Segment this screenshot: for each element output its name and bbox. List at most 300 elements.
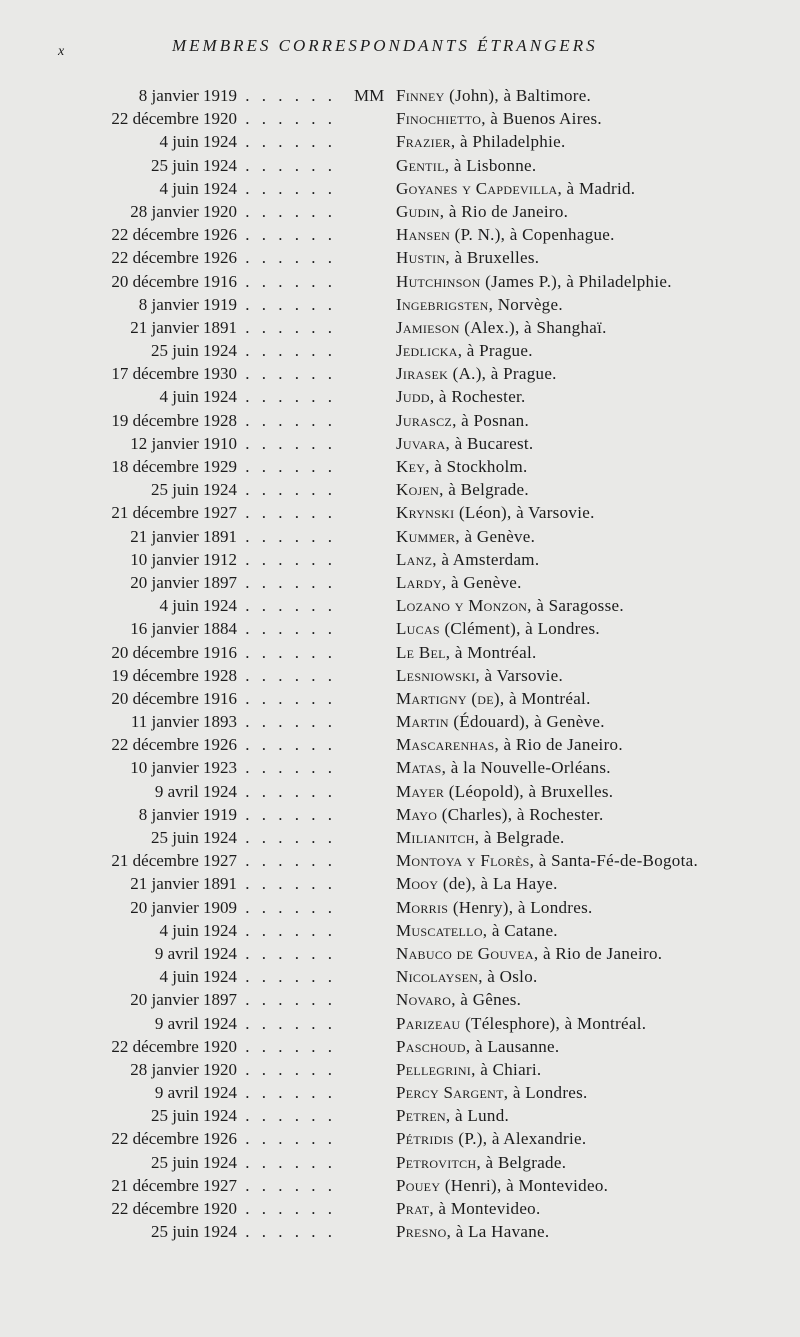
list-item [0, 710, 800, 733]
admission-date [58, 84, 348, 107]
list-item [0, 849, 800, 872]
list-item [0, 733, 800, 756]
admission-date-text: 22 décembre 1926 [111, 225, 237, 245]
list-item [0, 339, 800, 362]
dot-leader: . . . . . . [237, 1013, 336, 1033]
dot-leader: . . . . . . [237, 271, 336, 291]
admission-date [58, 803, 348, 826]
member-entry [396, 1104, 509, 1127]
member-surname: Kummer [396, 526, 456, 546]
member-entry [396, 849, 698, 872]
member-details: , à Belgrade. [476, 1152, 567, 1172]
admission-date [58, 223, 348, 246]
member-entry [396, 803, 604, 826]
member-entry [396, 1058, 541, 1081]
member-surname: Goyanes y Capdevilla [396, 178, 558, 198]
member-details: (Alex.), à Shanghaï. [459, 317, 607, 337]
admission-date [58, 1174, 348, 1197]
member-details: (James P.), à Philadelphie. [480, 271, 672, 291]
list-item [0, 872, 800, 895]
member-entry [396, 84, 591, 107]
admission-date-text: 19 décembre 1928 [111, 665, 237, 685]
admission-date-text: 8 janvier 1919 [138, 86, 237, 105]
list-item [0, 780, 800, 803]
member-surname: Martin [396, 712, 449, 732]
member-surname: Lozano y Monzon [396, 596, 528, 616]
admission-date [58, 270, 348, 293]
dot-leader: . . . . . . [237, 619, 336, 639]
member-surname: Petrovitch [396, 1152, 477, 1172]
list-item [0, 896, 800, 919]
admission-date [58, 1127, 348, 1150]
admission-date [58, 594, 348, 617]
list-item [0, 200, 800, 223]
admission-date [58, 1104, 348, 1127]
admission-date-text: 4 juin 1924 [159, 387, 237, 407]
member-details: , à Montevideo. [429, 1199, 541, 1218]
list-item [0, 177, 800, 200]
dot-leader: . . . . . . [237, 1152, 336, 1172]
list-item [0, 501, 800, 524]
member-surname: Kojen [396, 480, 440, 500]
member-surname: Jirasek [396, 364, 449, 384]
member-surname: Key [396, 457, 426, 476]
list-item [0, 293, 800, 316]
admission-date-text: 19 décembre 1928 [111, 410, 237, 430]
member-entry [396, 942, 662, 965]
running-head: MEMBRES CORRESPONDANTS ÉTRANGERS [172, 36, 598, 55]
admission-date-text: 28 janvier 1920 [130, 201, 237, 221]
admission-date-text: 21 décembre 1927 [111, 1175, 237, 1195]
member-entry [396, 872, 558, 895]
list-item [0, 988, 800, 1011]
member-details: , à Gênes. [451, 990, 522, 1010]
dot-leader: . . . . . . [237, 712, 336, 732]
admission-date-text: 10 janvier 1923 [130, 758, 237, 778]
member-entry [396, 316, 607, 339]
admission-date-text: 21 décembre 1927 [111, 851, 237, 871]
member-details: , à Santa-Fé-de-Bogota. [529, 851, 699, 871]
dot-leader: . . . . . . [237, 642, 336, 662]
list-item [0, 455, 800, 478]
member-entry [396, 107, 602, 130]
admission-date-text: 20 décembre 1916 [111, 271, 237, 291]
list-item [0, 919, 800, 942]
dot-leader: . . . . . . [237, 1222, 336, 1242]
admission-date [58, 942, 348, 965]
admission-date-text: 25 juin 1924 [151, 1152, 237, 1172]
dot-leader: . . . . . . [237, 503, 336, 523]
admission-date [58, 409, 348, 432]
member-details: , à Belgrade. [474, 828, 565, 847]
list-item [0, 664, 800, 687]
dot-leader: . . . . . . [237, 572, 336, 592]
admission-date [58, 733, 348, 756]
member-entry [396, 617, 600, 640]
list-item [0, 107, 800, 130]
admission-date-text: 25 juin 1924 [151, 1222, 237, 1242]
member-entry [396, 1012, 646, 1035]
admission-date [58, 154, 348, 177]
list-item [0, 1220, 800, 1243]
member-details: , à Lausanne. [465, 1036, 560, 1056]
admission-date [58, 339, 348, 362]
dot-leader: . . . . . . [237, 364, 336, 384]
list-item [0, 154, 800, 177]
dot-leader: . . . . . . [237, 735, 336, 755]
dot-leader: . . . . . . [237, 410, 336, 430]
admission-date [58, 617, 348, 640]
list-item [0, 965, 800, 988]
member-entry [396, 896, 593, 919]
member-details: (Henri), à Montevideo. [440, 1175, 609, 1195]
admission-date-text: 18 décembre 1929 [111, 457, 237, 476]
dot-leader: . . . . . . [237, 178, 336, 198]
admission-date [58, 965, 348, 988]
admission-date [58, 501, 348, 524]
dot-leader: . . . . . . [237, 155, 336, 175]
dot-leader: . . . . . . [237, 317, 336, 337]
admission-date [58, 988, 348, 1011]
dot-leader: . . . . . . [237, 1129, 336, 1149]
admission-date-text: 22 décembre 1920 [111, 109, 237, 129]
admission-date [58, 664, 348, 687]
member-entry [396, 710, 605, 733]
admission-date-text: 20 janvier 1897 [130, 990, 237, 1010]
list-item [0, 84, 800, 107]
member-details: , à Genève. [441, 572, 522, 592]
admission-date [58, 710, 348, 733]
list-item [0, 270, 800, 293]
member-details: , à Catane. [482, 920, 558, 940]
member-surname: Petren [396, 1106, 446, 1126]
member-entry [396, 1081, 588, 1104]
admission-date [58, 641, 348, 664]
member-entry [396, 780, 613, 803]
member-details: , à Bucarest. [445, 433, 534, 453]
member-surname: Hustin [396, 248, 446, 268]
member-details: , à Montréal. [445, 642, 537, 662]
member-details: , à Madrid. [557, 178, 636, 198]
member-details: , à Lund. [445, 1106, 510, 1126]
dot-leader: . . . . . . [237, 665, 336, 685]
member-entry [396, 733, 623, 756]
member-entry [396, 988, 521, 1011]
member-surname: Presno [396, 1222, 447, 1242]
member-entry [396, 1035, 559, 1058]
admission-date-text: 9 avril 1924 [154, 1013, 237, 1033]
member-entry [396, 432, 533, 455]
dot-leader: . . . . . . [237, 433, 336, 453]
member-surname: Jurascz [396, 410, 453, 430]
list-item [0, 1151, 800, 1174]
admission-date [58, 849, 348, 872]
list-item [0, 1035, 800, 1058]
member-surname: Pétridis [396, 1129, 454, 1149]
admission-date-text: 22 décembre 1926 [111, 248, 237, 268]
dot-leader: . . . . . . [237, 1199, 336, 1218]
member-surname: Pouey [396, 1175, 441, 1195]
member-entry [396, 1220, 549, 1243]
member-details: , à Posnan. [452, 410, 530, 430]
member-surname: Nicolaysen [396, 967, 479, 987]
member-surname: Montoya y Florès [396, 851, 530, 871]
member-entry [396, 664, 563, 687]
admission-date [58, 200, 348, 223]
admission-date [58, 1151, 348, 1174]
member-details: , à Rochester. [429, 387, 526, 407]
dot-leader: . . . . . . [237, 526, 336, 546]
member-surname: Milianitch [396, 828, 475, 847]
dot-leader: . . . . . . [237, 457, 336, 476]
member-surname: Paschoud [396, 1036, 466, 1056]
member-entry [396, 826, 565, 849]
member-entry [396, 687, 591, 710]
dot-leader: . . . . . . [237, 294, 336, 314]
list-item [0, 1197, 800, 1220]
list-item [0, 525, 800, 548]
member-entry [396, 1197, 541, 1220]
list-item [0, 1012, 800, 1035]
admission-date [58, 571, 348, 594]
admission-date-text: 21 janvier 1891 [130, 317, 237, 337]
member-entry [396, 154, 536, 177]
member-entry [396, 965, 538, 988]
member-entry [396, 919, 558, 942]
admission-date-text: 25 juin 1924 [151, 828, 237, 847]
member-details: (Charles), à Rochester. [437, 804, 604, 824]
list-item [0, 826, 800, 849]
member-entry [396, 641, 537, 664]
member-details: (Télesphore), à Montréal. [460, 1013, 647, 1033]
dot-leader: . . . . . . [237, 1036, 336, 1056]
member-surname: Hansen [396, 225, 451, 245]
admission-date [58, 872, 348, 895]
member-surname: Lardy [396, 572, 442, 592]
admission-date-text: 11 janvier 1893 [130, 712, 237, 732]
admission-date [58, 455, 348, 478]
admission-date-text: 12 janvier 1910 [130, 433, 237, 453]
admission-date-text: 20 janvier 1897 [130, 572, 237, 592]
list-item [0, 1174, 800, 1197]
member-details: , à Philadelphie. [450, 132, 566, 152]
admission-date [58, 780, 348, 803]
list-item [0, 803, 800, 826]
list-item [0, 548, 800, 571]
dot-leader: . . . . . . [237, 967, 336, 987]
admission-date [58, 756, 348, 779]
admission-date-text: 8 janvier 1919 [138, 294, 237, 314]
admission-date-text: 17 décembre 1930 [111, 364, 237, 384]
member-details: , à Lisbonne. [444, 155, 537, 175]
admission-date-text: 20 décembre 1916 [111, 642, 237, 662]
dot-leader: . . . . . . [237, 758, 336, 778]
member-entry [396, 339, 533, 362]
member-surname: Novaro [396, 990, 452, 1010]
member-details: , à Stockholm. [425, 457, 528, 476]
mm-label: MM [354, 86, 385, 105]
admission-date-text: 4 juin 1924 [159, 132, 237, 152]
dot-leader: . . . . . . [237, 688, 336, 708]
member-surname: Lanz [396, 549, 433, 569]
member-surname: Nabuco de Gouvea [396, 943, 534, 963]
dot-leader: . . . . . . [237, 1059, 336, 1079]
admission-date [58, 478, 348, 501]
list-item [0, 316, 800, 339]
list-item [0, 478, 800, 501]
member-surname: Mascarenhas [396, 735, 495, 755]
member-details: , à Belgrade. [439, 480, 529, 500]
admission-date-text: 22 décembre 1920 [111, 1199, 237, 1218]
dot-leader: . . . . . . [237, 132, 336, 152]
admission-date [58, 130, 348, 153]
member-entry [396, 525, 535, 548]
admission-date [58, 1081, 348, 1104]
list-item [0, 594, 800, 617]
dot-leader: . . . . . . [237, 781, 336, 801]
dot-leader: . . . . . . [237, 248, 336, 268]
dot-leader: . . . . . . [237, 86, 336, 105]
member-details: , à Varsovie. [475, 665, 564, 685]
member-entry [396, 385, 526, 408]
member-surname: Frazier [396, 132, 451, 152]
admission-date-text: 21 janvier 1891 [130, 526, 237, 546]
dot-leader: . . . . . . [237, 596, 336, 616]
admission-date [58, 432, 348, 455]
admission-date [58, 687, 348, 710]
member-entry [396, 293, 563, 316]
member-entry [396, 478, 529, 501]
admission-date-text: 4 juin 1924 [159, 596, 237, 616]
member-details: , à Oslo. [478, 967, 538, 987]
admission-date-text: 20 janvier 1909 [130, 897, 237, 917]
admission-date-text: 4 juin 1924 [159, 178, 237, 198]
member-details: (P. N.), à Copenhague. [450, 225, 615, 245]
member-details: , à Amsterdam. [432, 549, 540, 569]
member-entry [396, 130, 566, 153]
admission-date-text: 28 janvier 1920 [130, 1059, 237, 1079]
admission-date-text: 8 janvier 1919 [138, 804, 237, 824]
member-entry [396, 177, 635, 200]
admission-date-text: 10 janvier 1912 [130, 549, 237, 569]
dot-leader: . . . . . . [237, 804, 336, 824]
member-surname: Morris [396, 897, 449, 917]
member-entry [396, 548, 539, 571]
member-details: , à Chiari. [471, 1059, 542, 1079]
admission-date-text: 22 décembre 1920 [111, 1036, 237, 1056]
list-item [0, 942, 800, 965]
admission-date-text: 4 juin 1924 [159, 967, 237, 987]
member-entry [396, 223, 615, 246]
member-entry [396, 362, 557, 385]
dot-leader: . . . . . . [237, 1083, 336, 1103]
dot-leader: . . . . . . [237, 920, 336, 940]
member-details: (Léopold), à Bruxelles. [444, 781, 614, 801]
dot-leader: . . . . . . [237, 1175, 336, 1195]
member-details: , à Bruxelles. [445, 248, 540, 268]
member-details: (P.), à Alexandrie. [453, 1129, 587, 1149]
member-details: , à Buenos Aires. [481, 109, 602, 129]
member-surname: Lucas [396, 619, 440, 639]
member-details: (Léon), à Varsovie. [454, 503, 595, 523]
member-surname: Jamieson [396, 317, 460, 337]
admission-date-text: 22 décembre 1926 [111, 1129, 237, 1149]
admission-date [58, 293, 348, 316]
admission-date-text: 21 janvier 1891 [130, 874, 237, 894]
admission-date [58, 385, 348, 408]
admission-date [58, 316, 348, 339]
list-item [0, 246, 800, 269]
list-item [0, 1058, 800, 1081]
list-item [0, 1081, 800, 1104]
member-details: , à Montréal. [499, 688, 591, 708]
member-entry [396, 200, 568, 223]
dot-leader: . . . . . . [237, 109, 336, 129]
dot-leader: . . . . . . [237, 225, 336, 245]
member-details: , à la Nouvelle-Orléans. [441, 758, 611, 778]
member-details: , à Saragosse. [527, 596, 624, 616]
member-surname: Mooy [396, 874, 439, 894]
member-details: , à Rio de Janeiro. [494, 735, 623, 755]
dot-leader: . . . . . . [237, 990, 336, 1010]
member-surname: Prat [396, 1199, 430, 1218]
admission-date-text: 25 juin 1924 [151, 341, 237, 361]
admission-date [58, 896, 348, 919]
admission-date [58, 826, 348, 849]
member-entry [396, 594, 624, 617]
admission-date [58, 919, 348, 942]
member-details: , à Rio de Janeiro. [533, 943, 663, 963]
member-details: , à Londres. [503, 1083, 588, 1103]
member-surname: Gudin [396, 201, 440, 221]
admission-date-text: 22 décembre 1926 [111, 735, 237, 755]
list-item [0, 130, 800, 153]
member-entry [396, 501, 595, 524]
list-item [0, 687, 800, 710]
admission-date-text: 20 décembre 1916 [111, 688, 237, 708]
dot-leader: . . . . . . [237, 943, 336, 963]
admission-date-text: 25 juin 1924 [151, 155, 237, 175]
member-surname: Hutchinson [396, 271, 481, 291]
member-entry [396, 1174, 608, 1197]
member-surname: Lesniowski [396, 665, 476, 685]
member-entry [396, 1127, 586, 1150]
admission-date [58, 1012, 348, 1035]
member-details: (Henry), à Londres. [448, 897, 593, 917]
list-item [0, 1104, 800, 1127]
member-surname: Mayer [396, 781, 445, 801]
dot-leader: . . . . . . [237, 387, 336, 407]
member-surname: Finney [396, 86, 445, 105]
member-details: , à La Havane. [446, 1222, 550, 1242]
member-surname: Muscatello [396, 920, 483, 940]
member-entry [396, 756, 611, 779]
list-item [0, 641, 800, 664]
member-entry [396, 409, 529, 432]
member-details: , à Prague. [457, 341, 533, 361]
member-surname: Krynski [396, 503, 455, 523]
list-item [0, 432, 800, 455]
member-entry [396, 571, 522, 594]
list-item [0, 362, 800, 385]
dot-leader: . . . . . . [237, 897, 336, 917]
admission-date [58, 548, 348, 571]
admission-date [58, 1220, 348, 1243]
admission-date-text: 21 décembre 1927 [111, 503, 237, 523]
list-item [0, 756, 800, 779]
member-list [0, 84, 800, 1243]
member-surname: Le Bel [396, 642, 446, 662]
